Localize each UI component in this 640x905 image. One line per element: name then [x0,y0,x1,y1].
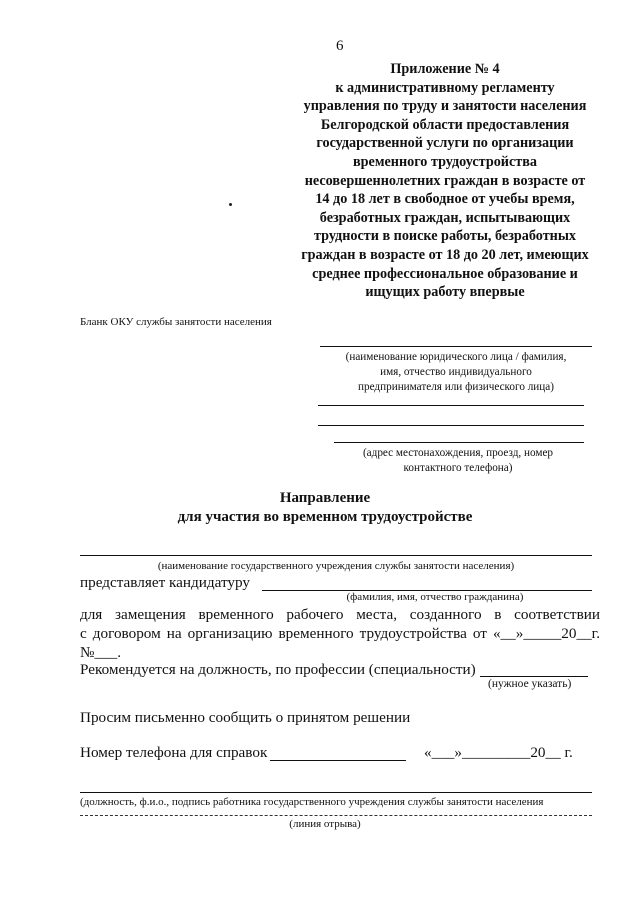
agency-line [80,555,592,556]
phone-label: Номер телефона для справок [80,744,268,761]
header-line: Белгородской области предоставления [320,116,570,133]
header-line: временного трудоустройства [352,153,538,170]
header-line: 14 до 18 лет в свободное от учебы время, [315,191,575,208]
scan-speck [229,203,232,206]
candidate-label: представляет кандидатуру [80,574,250,591]
document-title: Направление [279,490,371,506]
header-line: граждан в возрасте от 18 до 20 лет, имеющих [301,246,589,263]
document-subtitle: для участия во временном трудоустройстве [177,509,473,525]
purpose-line: для замещения временного рабочего места, созданного в соответствии [80,606,600,623]
request-text: Просим письменно сообщить о принятом решении [80,709,411,726]
header-line: управления по труду и занятости населения [303,98,587,115]
purpose-line: с договором на организацию временного трудоустройства от «__»_____20__г. [80,625,600,642]
address-note [330,446,586,476]
header-line: Приложение № 4 [390,61,500,77]
address-line [318,405,584,406]
recommend-note: (нужное указать) [488,678,572,690]
header-line: среднее профессиональное образование и [312,265,578,282]
header-line: к административному регламенту [335,79,555,96]
address-note-line: контактного телефона) [403,462,513,474]
address-line [334,442,584,443]
header-line: несовершеннолетних граждан в возрасте от [304,172,586,189]
phone-line [270,760,406,761]
page-number: 6 [336,38,344,54]
tear-line [80,815,592,816]
agency-note: (наименование государственного учреждения службы занятости населения) [157,560,515,572]
signature-note: (должность, ф.и.о., подпись работника государственного учреждения службы занятости населения [80,796,544,808]
tear-line-label: (линия отрыва) [289,818,361,830]
header-line: трудности в поиске работы, безработных [313,228,577,245]
signature-line [80,792,592,793]
recipient-note [320,350,592,395]
phone-date: «___»_________20__ г. [424,744,573,761]
recipient-note-line: (наименование юридического лица / фамилия, [345,351,567,363]
appendix-header [265,60,625,302]
address-line [318,425,584,426]
candidate-note: (фамилия, имя, отчество гражданина) [346,591,524,603]
header-line: безработных граждан, испытывающих [319,209,571,226]
number-field: №___. [80,644,122,661]
recommend-line [480,676,588,677]
header-line: ищущих работу впервые [365,284,525,301]
recipient-note-line: предпринимателя или физического лица) [358,381,554,393]
header-line: государственной услуги по организации [316,135,574,152]
recipient-line [320,346,592,347]
recommend-label: Рекомендуется на должность, по профессии (специальности) [80,661,476,678]
recipient-note-line: имя, отчество индивидуального [380,366,532,378]
address-note-line: (адрес местонахождения, проезд, номер [362,447,554,459]
blank-label: Бланк ОКУ службы занятости населения [80,316,272,328]
